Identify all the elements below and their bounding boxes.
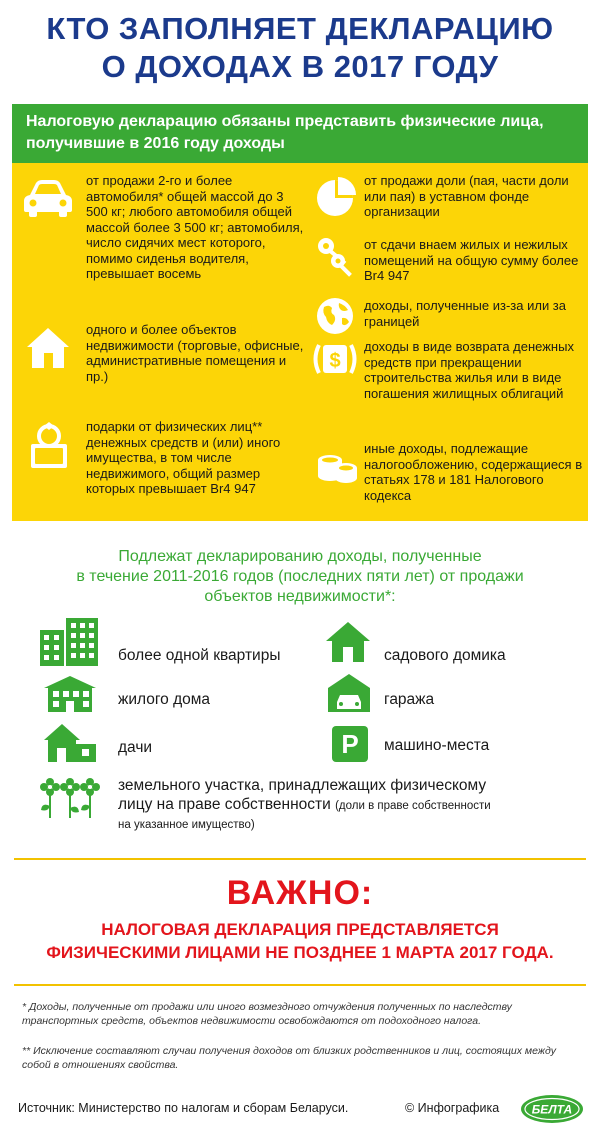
land-line-1: земельного участка, принадлежащих физическому — [118, 777, 487, 794]
residential-house-icon — [42, 674, 98, 714]
svg-text:$: $ — [329, 350, 341, 372]
garden-house-icon — [324, 620, 372, 664]
right-item-rent: от сдачи внаем жилых и нежилых помещений на общую сумму более Br4 947 — [364, 237, 579, 283]
subheading-line-3: объектов недвижимости*: — [204, 588, 396, 605]
land-note-2: на указанное имущество) — [118, 819, 255, 831]
pie-chart-icon — [312, 175, 358, 221]
source-text: Источник: Министерство по налогам и сборам Беларуси. — [18, 1101, 349, 1115]
important-text — [0, 918, 600, 964]
garage-label: гаража — [384, 691, 435, 708]
belta-logo — [520, 1094, 584, 1124]
gift-ring-icon — [26, 421, 72, 471]
land-line-2-main: лицу на праве собственности — [118, 796, 331, 813]
dacha-icon — [42, 722, 98, 764]
left-item-car: от продажи 2-го и более автомобиля* общей массой до 3 500 кг; любого автомобиля общей массой более 3 500 кг; автомобиля, число сидячих мест которого, помимо сиденья водителя, превышает восемь — [86, 173, 304, 281]
apartments-label: более одной квартиры — [118, 647, 281, 664]
keys-icon — [314, 235, 358, 281]
residential-house-label: жилого дома — [118, 691, 211, 708]
apartments-icon — [38, 618, 102, 666]
right-item-share: от продажи доли (пая, части доли или пая) в уставном фонде организации — [364, 173, 569, 219]
garden-house-label: садового домика — [384, 647, 506, 664]
parking-icon — [330, 724, 370, 764]
title-line-1: КТО ЗАПОЛНЯЕТ ДЕКЛАРАЦИЮ — [46, 11, 554, 46]
subheading-line-2: в течение 2011-2016 годов (последних пяти лет) от продажи — [76, 568, 524, 585]
right-item-other: иные доходы, подлежащие налогообложению, содержащиеся в статьях 178 и 181 Налогового кодекса — [364, 441, 583, 503]
land-note-1: (доли в праве собственности — [335, 800, 491, 812]
real-estate-subheading — [0, 547, 600, 607]
subheading-line-1: Подлежат декларированию доходы, полученные — [118, 548, 482, 565]
left-item-gifts: подарки от физических лиц** денежных средств и (или) иного имущества, в том числе недвижимого, общий размер которых превышает Br4 947 — [86, 419, 281, 496]
car-icon — [22, 175, 74, 219]
coins-icon — [314, 441, 360, 487]
important-line-2: ФИЗИЧЕСКИМИ ЛИЦАМИ НЕ ПОЗДНЕЕ 1 МАРТА 2017 ГОДА. — [46, 943, 554, 962]
land-line-2 — [118, 795, 588, 816]
page-title — [0, 10, 600, 86]
flowers-icon — [38, 774, 102, 822]
income-types-panel — [12, 163, 588, 521]
divider-bottom — [14, 984, 586, 986]
parking-label: машино-места — [384, 737, 490, 754]
right-item-abroad: доходы, полученные из-за или за границей — [364, 298, 567, 329]
garage-icon — [326, 672, 372, 714]
intro-banner: Налоговую декларацию обязаны представить физические лица, получившие в 2016 году доходы — [12, 104, 588, 163]
right-item-refund: доходы в виде возврата денежных средств при прекращении строительства жилья или в виде погашения жилищных облигаций — [364, 339, 574, 401]
divider-top — [14, 858, 586, 860]
important-line-1: НАЛОГОВАЯ ДЕКЛАРАЦИЯ ПРЕДСТАВЛЯЕТСЯ — [101, 920, 499, 939]
house-icon — [24, 325, 72, 371]
copyright-text: © Инфографика — [405, 1101, 500, 1115]
land-label — [118, 776, 588, 835]
title-line-2: О ДОХОДАХ В 2017 ГОДУ — [101, 49, 499, 84]
logo-text: БЕЛТА — [531, 1102, 573, 1117]
dacha-label: дачи — [118, 739, 153, 756]
dollar-refund-icon — [310, 339, 360, 379]
parking-letter: P — [332, 726, 368, 762]
footnote-one: * Доходы, полученные от продажи или иного возмездного отчуждения полученных по наследству транспортных средств, объектов недвижимости освобождаются от подоходного налога. — [22, 1001, 512, 1027]
footnote-two: ** Исключение составляют случаи получения доходов от близких родственников и лиц, состоящих между собой в отношениях свойства. — [22, 1045, 556, 1071]
globe-icon — [314, 295, 356, 337]
left-item-real-estate: одного и более объектов недвижимости (торговые, офисные, административные помещения и пр.) — [86, 322, 304, 384]
important-title: ВАЖНО: — [226, 874, 374, 912]
